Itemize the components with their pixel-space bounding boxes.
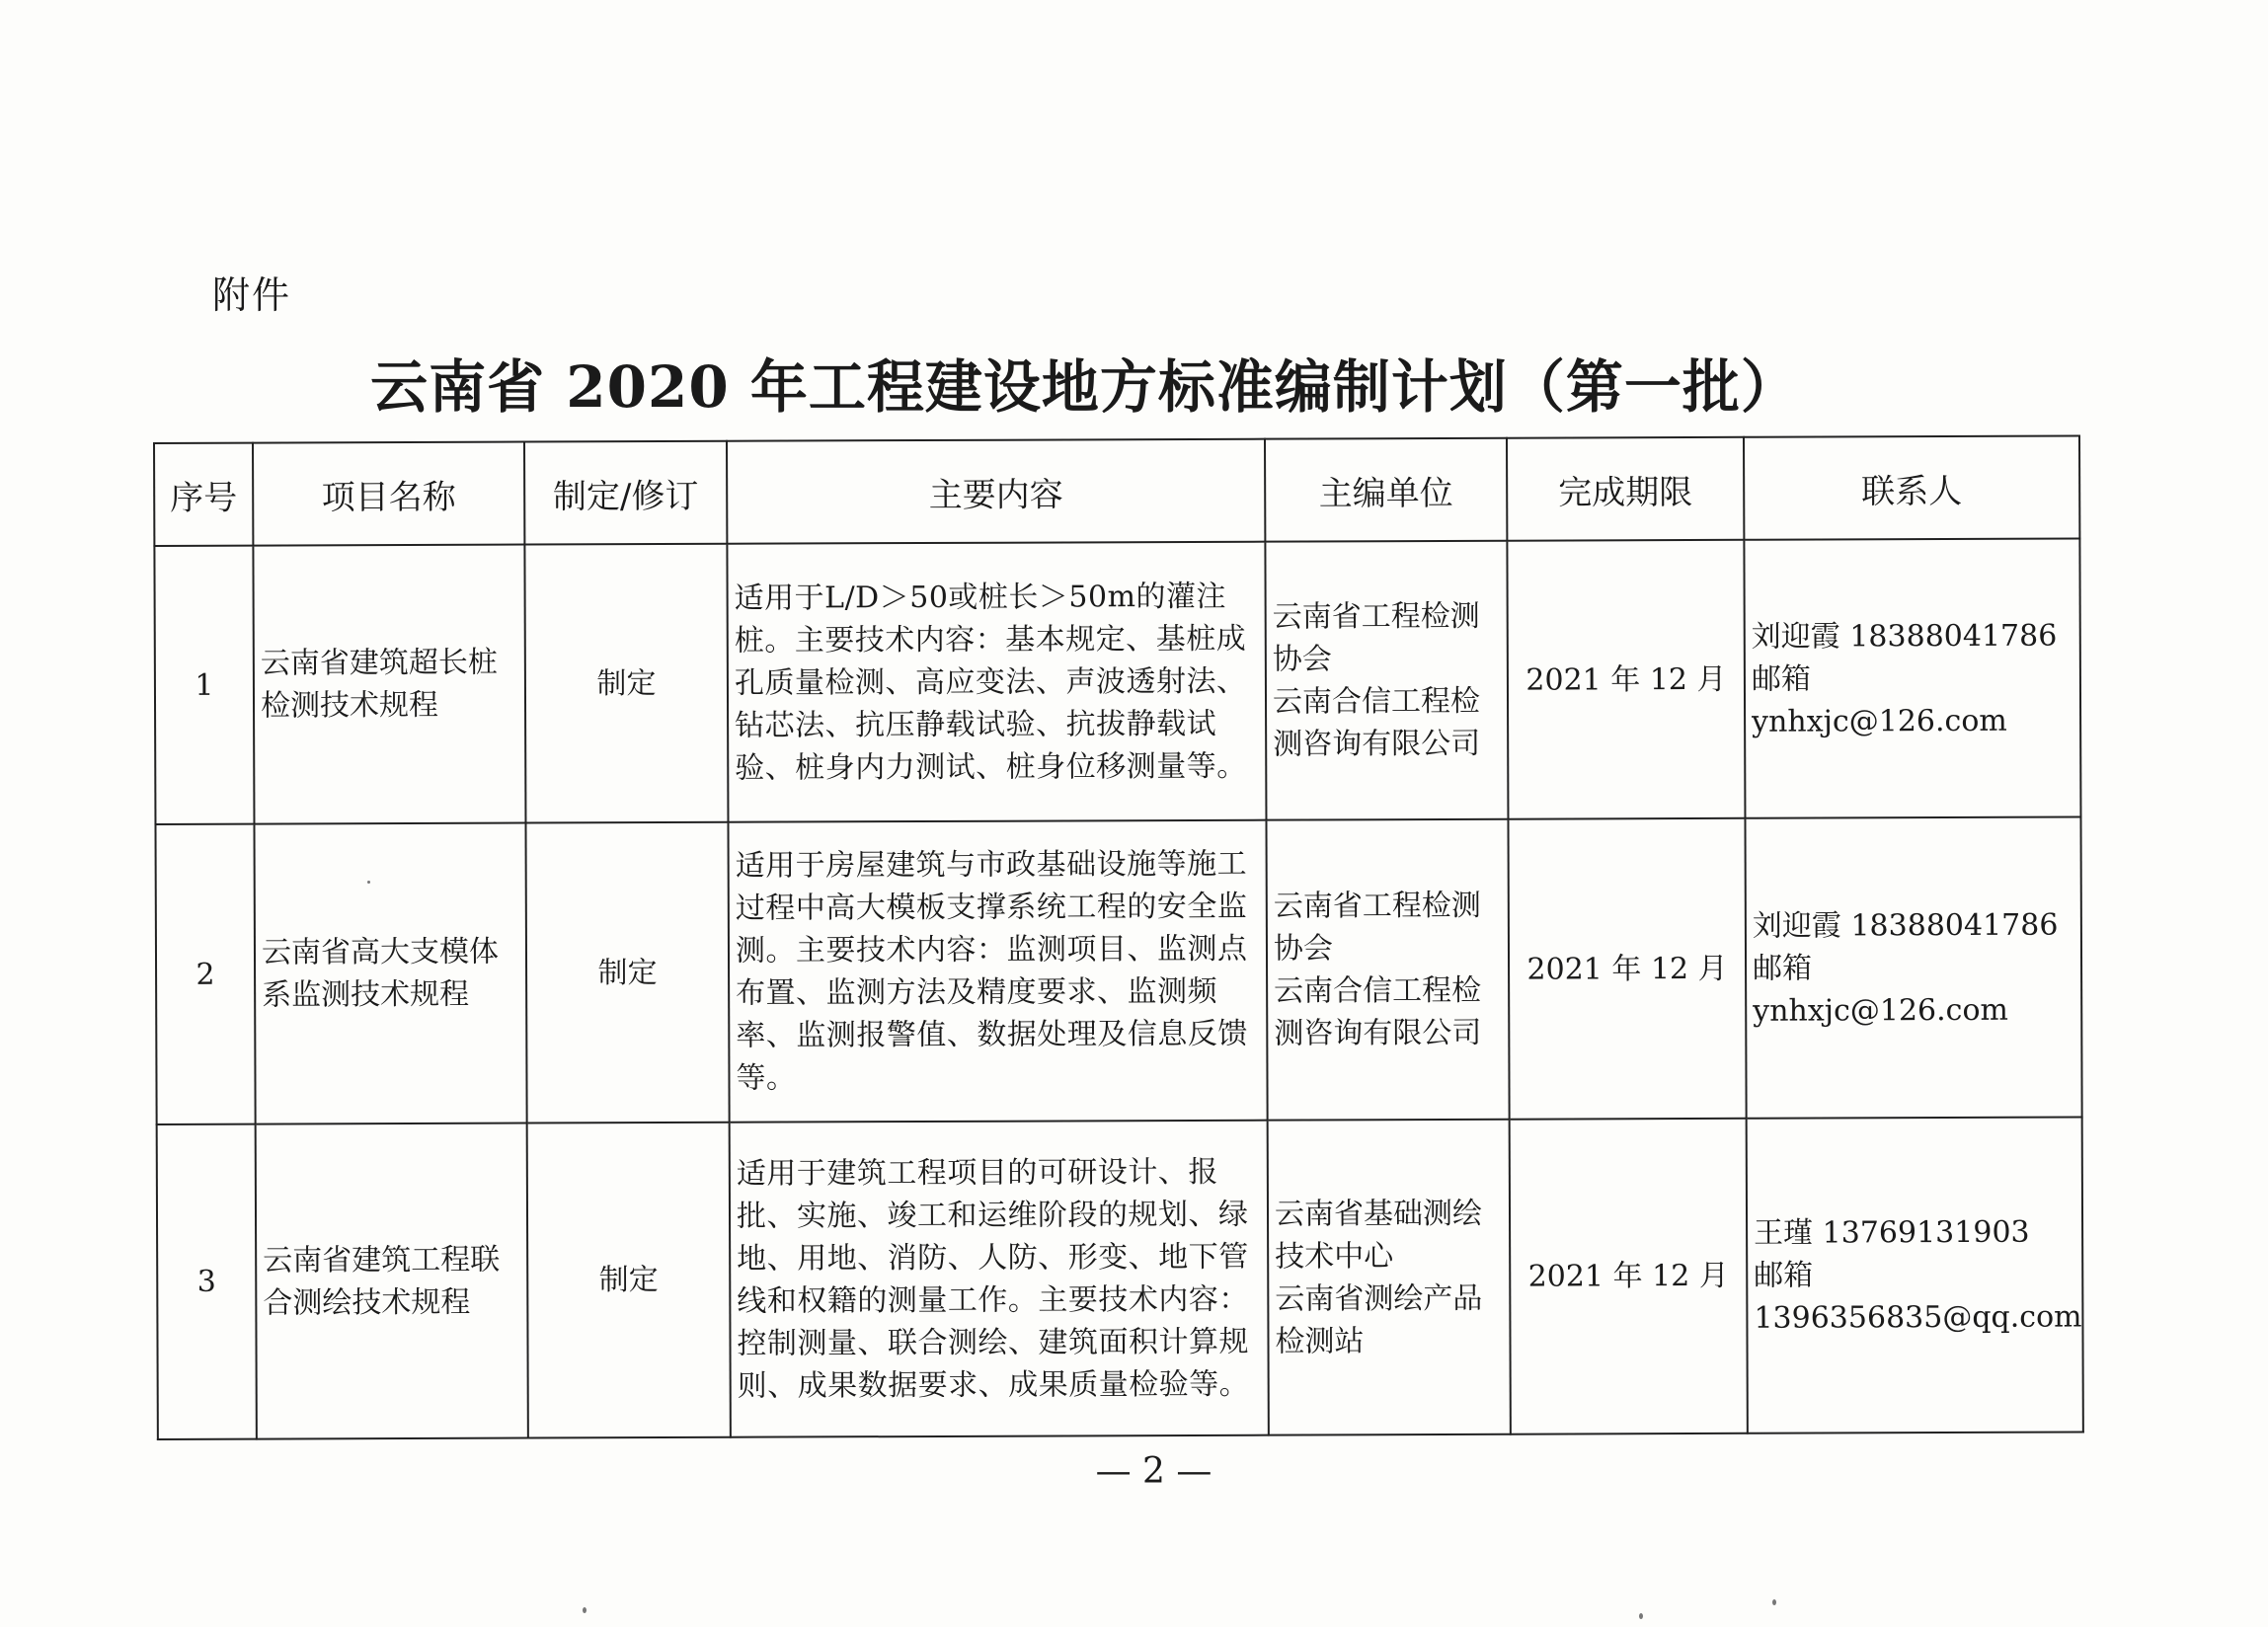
cell-chief-unit xyxy=(1268,1120,1511,1435)
cell-seq: 3 xyxy=(157,1124,257,1439)
cell-contact xyxy=(1747,1118,2083,1433)
cell-contact xyxy=(1744,539,2080,818)
document-title: 云南省 2020 年工程建设地方标准编制计划（第一批） xyxy=(370,353,1799,421)
header-main-content: 主要内容 xyxy=(727,439,1265,544)
chief-unit-primary: 云南省基础测绘技术中心 xyxy=(1274,1196,1483,1275)
page-number: — 2 — xyxy=(1095,1451,1212,1492)
cell-chief-unit xyxy=(1265,541,1508,820)
scan-speck xyxy=(583,1607,587,1613)
header-seq: 序号 xyxy=(154,443,253,546)
chief-unit-primary: 云南省工程检测协会 xyxy=(1272,598,1480,677)
header-type: 制定/修订 xyxy=(524,441,727,545)
cell-main-content: 适用于房屋建筑与市政基础设施等施工过程中高大模板支撑系统工程的安全监测。主要技术内容：监测项目、监测点布置、监测方法及精度要求、监测频率、监测报警值、数据处理及信息反馈等。 xyxy=(728,820,1267,1123)
email-label: 邮箱 xyxy=(1751,661,1811,697)
cell-deadline: 2021 年 12 月 xyxy=(1510,1119,1748,1434)
cell-project-name: 云南省建筑超长桩检测技术规程 xyxy=(253,545,525,824)
header-project-name: 项目名称 xyxy=(253,442,524,546)
cell-chief-unit xyxy=(1266,819,1509,1121)
contact-email: ynhxjc@126.com xyxy=(1753,992,2009,1029)
table-row xyxy=(157,1118,2083,1439)
scan-speck xyxy=(367,881,370,884)
email-label: 邮箱 xyxy=(1752,951,1813,986)
table-header-row xyxy=(154,436,2079,546)
cell-seq: 2 xyxy=(155,824,255,1124)
cell-deadline: 2021 年 12 月 xyxy=(1508,818,1746,1120)
contact-person: 刘迎霞 18388041786 xyxy=(1752,907,2059,944)
chief-unit-primary: 云南省工程检测协会 xyxy=(1273,888,1481,967)
header-deadline: 完成期限 xyxy=(1507,437,1744,541)
header-contact: 联系人 xyxy=(1744,436,2079,540)
table-row xyxy=(155,817,2081,1124)
cell-type: 制定 xyxy=(524,544,728,823)
cell-seq: 1 xyxy=(154,546,254,824)
scan-speck xyxy=(1772,1599,1776,1605)
cell-contact xyxy=(1745,817,2081,1119)
chief-unit-secondary: 云南省测绘产品检测站 xyxy=(1275,1280,1483,1359)
header-chief-unit: 主编单位 xyxy=(1265,438,1507,542)
standards-plan-table xyxy=(153,435,2084,1440)
cell-type: 制定 xyxy=(527,1123,731,1438)
email-label: 邮箱 xyxy=(1754,1258,1814,1293)
table-row xyxy=(154,539,2080,824)
contact-person: 刘迎霞 18388041786 xyxy=(1751,618,2058,655)
scan-speck xyxy=(1639,1613,1643,1619)
cell-project-name: 云南省高大支模体系监测技术规程 xyxy=(254,823,526,1124)
cell-main-content: 适用于L/D＞50或桩长＞50m的灌注桩。主要技术内容：基本规定、基桩成孔质量检测、高应变法、声波透射法、钻芯法、抗压静载试验、抗拔静载试验、桩身内力测试、桩身位移测量等。 xyxy=(727,542,1266,822)
cell-type: 制定 xyxy=(525,822,729,1123)
chief-unit-secondary: 云南合信工程检测咨询有限公司 xyxy=(1274,972,1482,1051)
cell-main-content: 适用于建筑工程项目的可研设计、报批、实施、竣工和运维阶段的规划、绿地、用地、消防、人防、形变、地下管线和权籍的测量工作。主要技术内容：控制测量、联合测绘、建筑面积计算规则、成果数据要求、成果质量检验等。 xyxy=(730,1121,1269,1437)
chief-unit-secondary: 云南合信工程检测咨询有限公司 xyxy=(1272,683,1481,762)
contact-email: 1396356835@qq.com xyxy=(1754,1299,2082,1336)
attachment-label: 附件 xyxy=(212,273,292,317)
contact-email: ynhxjc@126.com xyxy=(1752,703,2007,739)
contact-person: 王瑾 13769131903 xyxy=(1754,1214,2030,1251)
cell-deadline: 2021 年 12 月 xyxy=(1507,540,1745,819)
cell-project-name: 云南省建筑工程联合测绘技术规程 xyxy=(256,1123,528,1439)
